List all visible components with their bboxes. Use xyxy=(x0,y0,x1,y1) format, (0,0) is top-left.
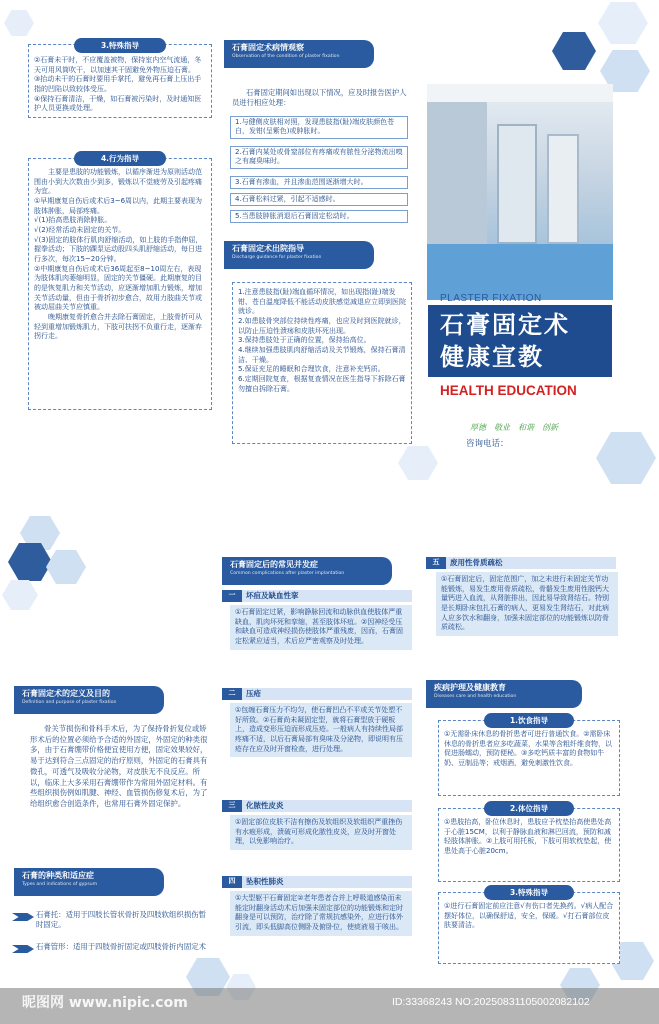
complication-bar: 二 压疮 xyxy=(222,688,412,700)
complications-subtitle: Common complications after plaster implantation xyxy=(230,570,345,576)
observation-item: 1.与健侧皮肤相对照，发现患肢指(趾)端皮肤颜色苍白，发钳(呈紫色)或肿胀时。 xyxy=(230,116,408,139)
observation-item: 4.石膏松料过紧，引起不适感时。 xyxy=(230,193,408,206)
corridor-door xyxy=(497,124,537,244)
complications-header xyxy=(222,557,392,585)
discharge-title: 石膏固定术出院指导 xyxy=(232,244,304,253)
hexagon-decor xyxy=(2,580,38,610)
cover-slogan: 厚德 敬业 和谐 创新 xyxy=(470,423,558,432)
cover-phone-label: 咨询电话： xyxy=(466,439,509,449)
observation-item: 5.当患肢肿胀消退后石膏固定松动时。 xyxy=(230,210,408,223)
hexagon-decor xyxy=(4,10,34,36)
types-subtitle: Types and indications of gypsum xyxy=(22,881,98,887)
care-subtitle: Diseases care and health education xyxy=(434,693,517,699)
special-guidance-text: ②石膏未干时，不应覆盖被物，保持室内空气流通，冬天可用风筒吹干，以加速其干固避免外物压迫石膏。 ③抬动未干的石膏时要用手掌托，避免再石膏上压出手指的凹陷以致较体受压。 ④保持石膏清洁，干燥，如石膏被污染时，及时通知医护人员更换或处理。 xyxy=(34,56,202,113)
posture-text: ①患肢抬高，卧位休息时，患肢应予枕垫抬高使患处高于心脏15CM，以利于静脉血液和淋巴回流，预防和减轻肢体肿胀。②上肢可用托板，下肢可用软枕垫起，使患处高于心脏20cm。 xyxy=(444,818,612,855)
discharge-header xyxy=(224,241,374,269)
osteoporosis-text: ①石膏固定后，固定范围广，加之未进行未固定关节功能锻炼，易发生废用骨质疏松，骨骼发生废用性脱钙大量钙进入血流，从肾脏排出，因此易导致肾结石。特别是长期卧床包扎石膏的病人，更易发生肾结石，对此病人应多饮水和翻身，加强未固定部位的功能锻炼以防骨质疏松。 xyxy=(436,572,618,636)
definition-header xyxy=(14,686,164,714)
special-care-text: ①进行石膏固定前应注意√有伤口者先换药。√病人配合摆好体位，以确保舒适，安全，保暖。√打石膏部位皮肤要清洁。 xyxy=(444,902,614,930)
definition-text: 骨关节损伤和骨科手术后，为了保持骨折复位或矫形术后的位置必须给予合适的外固定，外固定的种类很多，由于石膏绷带价格便宜使用方便，固定效果较好，易于达到符合三点固定的治疗原则，外固定的石膏具有微孔，可透气及吸收分泌物，对皮肤无不良反应。所以，临床上大多采用石膏绷带作为常用外固定材料。有些组织损伤例如肌腱、神经、血管损伤修复术后，为了给组织愈合创造条件，也常用石膏外固定保护。 xyxy=(30,724,208,809)
corridor-ceiling xyxy=(427,84,613,102)
arrow-bullet-icon xyxy=(12,913,34,921)
osteoporosis-bar: 五 废用性骨质疏松 xyxy=(426,557,616,569)
observation-item: 2.石膏内某处或骨窒部位有疼痛或有脓性分泌物流出嗅之有腐臭味时。 xyxy=(230,146,408,169)
arrow-bullet-icon xyxy=(12,945,34,953)
type-item: 石膏管形：适用于四肢骨折固定或四肢骨折内固定术 xyxy=(36,942,206,951)
posture-title: 2.体位指导 xyxy=(484,801,574,816)
cover-en-small: PLASTER FIXATION xyxy=(440,293,542,304)
definition-subtitle: Definition and purpose of plaster fixation xyxy=(22,699,117,705)
types-title: 石膏的种类和适应症 xyxy=(22,871,94,880)
watermark-right: ID:33368243 NO:20250831105002082102 xyxy=(392,996,590,1008)
observation-header xyxy=(224,40,374,68)
complication-text: ①固定部位皮肤不洁有擦伤及软组织及软组织严重挫伤有水疱形成，溃破可形成化脓性皮炎，应及时开窗处理，以免影响治疗。 xyxy=(230,815,412,850)
types-header xyxy=(14,868,164,896)
hexagon-decor xyxy=(552,32,596,70)
complication-bar: 三 化脓性皮炎 xyxy=(222,800,412,812)
discharge-subtitle: Discharge guidance for plaster fixation xyxy=(232,254,322,260)
complication-text: ①包缠石膏压力不均匀，使石膏凹凸不平或关节处塑不好所致。②石膏尚未凝固定型，就将石膏型放于硬板上，造成变形压迫而形成压疮。一般病人有持续性局部疼痛不适，以后石膏局部有臭味及分泌物，即说明有压疮存在应及时开窗检查，进行处理。 xyxy=(230,703,412,757)
discharge-text: 1.注意患肢指(趾)端血循环情况，如出现指(趾)端发钳、苍白温度降低不能活动皮肤感觉减退应立即到医院就诊。 2.如患肢骨突部位持续性疼痛，也应及时到医院就诊，以防止压迫性溃疡和皮肤坏死出现。 3.保持患肢处于正确的位置，保持抬高位。 4.继续加强患肢肌肉舒缩活动及关节锻炼，保持石膏清洁、干燥。 5.保证充足的睡眠和合理饮食，注意补充钙质。 6.定期回院复查，根据复查情况在医生指导下拆除石膏勿擅自拆除石膏。 xyxy=(238,288,406,393)
observation-item: 3.石膏有渗血，并且渗血范围逐渐增大时。 xyxy=(230,176,408,189)
complications-title: 石膏固定后的常见并发症 xyxy=(230,560,318,569)
diet-title: 1.饮食指导 xyxy=(484,713,574,728)
observation-title: 石膏固定术病情观察 xyxy=(232,43,304,52)
type-item: 石膏托：适用于四肢长管状骨折及四肢软组织损伤暂时固定。 xyxy=(36,910,206,930)
watermark-left: 昵图网 www.nipic.com xyxy=(22,995,188,1011)
observation-intro: 石膏固定期间如出现以下情况，应及时报告医护人员进行相应处理： xyxy=(232,88,407,108)
cover-en-big: HEALTH EDUCATION xyxy=(440,383,577,398)
hexagon-decor xyxy=(46,550,86,584)
complication-bar: 四 坠积性肺炎 xyxy=(222,876,412,888)
corridor-door xyxy=(547,134,579,244)
special-guidance-title: 3.特殊指导 xyxy=(74,38,166,53)
care-header xyxy=(426,680,582,708)
diet-text: ①无需卧床休息的骨折患者可进行普通饮食。②需卧床休息的骨折患者应多吃蔬菜，水果等含粗纤维食物，以促进肠蠕动，预防便秘。③多吃钙质丰富的食物如牛奶、豆制品等；戒烟酒，避免刺激性饮食。 xyxy=(444,730,612,767)
behavior-guidance-text: 主要是患肢的功能锻炼，以循序渐进为原则活动范围由小到大次数由少到多，锻炼以不觉疲劳及引起疼痛为宜。 ①早期康复自伤后或术后3~6周以内，此期主要表现为肢体肿胀，局部疼痛。 √(1)抬高患肢消除肿胀。 √(2)经常活动未固定的关节。 √(3)固定的肢体行肌肉舒缩活动，如上肢的手指伸屈，握拳活动；下肢的踝泵运动股四头肌舒缩活动，每日进行多次，每次15~20分钟。 ②中期康复自伤后或术后36周起至8~10周左右，表现为肢体肌肉萎缩明显，固定的关节僵硬。此期康复的目的是恢复肌力和关节活动，应逐渐增加肌力锻炼，增加关节活动量，但由于骨折初步愈合，故用力肢曲关节或被动屈曲关节应慎重。 晚期康复骨折愈合并去除石膏固定，上肢骨折可从轻到重增加锻炼肌力，下肢可扶拐不负重行走，逐渐弃拐行走。 xyxy=(34,168,203,341)
cover-title-line1: 石膏固定术 xyxy=(440,311,570,339)
hexagon-decor xyxy=(598,2,648,44)
complication-bar: 一 坏疽及缺血性挛 xyxy=(222,590,412,602)
behavior-guidance-title: 4.行为指导 xyxy=(74,151,166,166)
cover-hospital-image xyxy=(427,84,613,300)
complication-text: ①大型躯干石膏固定②老年患者合并上呼吸道感染而未能定时翻身活动术后加强未固定部位的功能锻炼和定时翻身是可以预防，治疗除了常规抗感染外，应进行体外引流，即头低脚高位侧卧及俯卧位，使痰液易于咳出。 xyxy=(230,891,412,936)
special-care-title: 3.特殊指导 xyxy=(484,885,574,900)
definition-title: 石膏固定术的定义及目的 xyxy=(22,689,110,698)
complication-text: ①石膏固定过紧，影响静脉回流和动脉供血使肢体严重缺血，肌肉坏死和挛缩，甚至肢体坏疽。②因神经受压和缺血可造成神经损伤使肢体严重残废，因而，石膏固定松紧应适当，术后应严密观察及时处理。 xyxy=(230,605,412,650)
hexagon-decor xyxy=(596,432,656,484)
care-title: 疾病护理及健康教育 xyxy=(434,683,506,692)
hexagon-decor xyxy=(398,446,438,480)
cover-title-line2: 健康宣教 xyxy=(440,343,544,371)
observation-subtitle: Observation of the condition of plaster fixation xyxy=(232,53,340,59)
